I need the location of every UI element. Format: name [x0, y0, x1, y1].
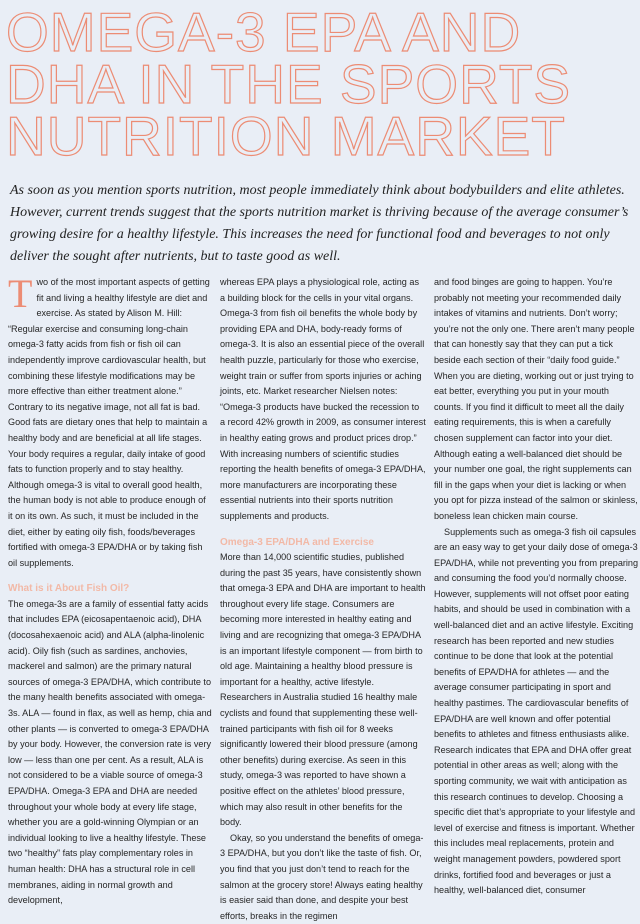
- column-3-paragraph-2: Supplements such as omega-3 fish oil capsules are an easy way to get your daily dose of omega-3 EPA/DHA, while not preventing you from preparing and consuming the food you’d normally choose. However, supplements will not offset poor eating habits, and should be used in combination with a well-balanced diet and an active lifestyle. Exciting research has been reported and new studies continue to be done that look at the potential benefits of EPA/DHA for athletes — and the average consumer participating in sport and healthy pastimes. The cardiovascular benefits of EPA/DHA are well known and offer potential benefits to athletes and fitness enthusiasts alike. Research indicates that EPA and DHA offer great potential in other areas as well; along with the sporting community, we wait with anticipation as this research continues to develop. Choosing a specific diet that’s appropriate to your lifestyle and level of exercise and fitness is important. Whether this includes meal replacements, protein and weight management powders, powdered sport drinks, fortified food and beverages or just a healthy, well-balanced diet, consumer: [434, 526, 639, 896]
- column-1-paragraph-1-text: wo of the most important aspects of getting fit and living a healthy lifestyle are diet and exercise. As stated by Alison M. Hill: “Regular exercise and consuming long-chain omega-3 fatty acids from fish or fish oil can independently improve cardiovascular health, but combining these lifestyle modifications may be more effective than either treatment alone.” Contrary to its negative image, not all fat is bad. Good fats are dietary ones that help to maintain a healthy body and are beneficial at all life stages. Your body requires a regular, daily intake of good fats to function properly and to stay healthy. Although omega-3 is vital to overall good health, the human body is not able to produce enough of it on its own. As such, it must be included in the diet, either by eating oily fish, foods/beverages fortified with omega-3 EPA/DHA or by taking fish oil supplements.: [8, 277, 210, 568]
- body-column-1: [8, 271, 212, 924]
- column-3-paragraph-1: and food binges are going to happen. You’re probably not meeting your recommended daily intakes of vitamins and nutrients. Don’t worry; you’re not the only one. There aren’t many people that can honestly say that they can put a tick beside each section of their “daily food guide.” When you are dieting, working out or just trying to eat better, everything you put in your mouth counts. If you find it difficult to meet all the daily eating requirements, this is when a carefully chosen supplement can factor into your diet. Although eating a well-balanced diet should be your number one goal, the right supplements can fill in the gaps when your diet is lacking or when you opt for pizza instead of the salmon or skinless, boneless lean chicken main course.: [434, 277, 638, 521]
- column-1-paragraph-2: The omega-3s are a family of essential fatty acids that includes EPA (eicosapentaenoic acid), DHA (docosahexaenoic acid) and ALA (alpha-linolenic acid). Oily fish (such as sardines, anchovies, mackerel and salmon) are the primary natural sources of omega-3 EPA/DHA, which contribute to the many health benefits associated with omega-3s. ALA — found in flax, as well as hemp, chia and other plants — is converted to omega-3 EPA/DHA by your body. However, the conversion rate is very low — less than one per cent. As a result, ALA is not considered to be a viable source of omega-3 EPA/DHA. Omega-3 EPA and DHA are needed throughout your whole body at every life stage, whether you are a gold-winning Olympian or an individual looking to live a healthy lifestyle. These two “healthy” fats play complementary roles in human health: DHA has a structural role in cell membranes, aiding in normal growth and development,: [8, 598, 212, 906]
- article-standfirst: As soon as you mention sports nutrition, most people immediately think about bodybuilders and elite athletes. However, current trends suggest that the sports nutrition market is thriving because of the average consumer’s growing desire for a healthy lifestyle. This increases the need for functional food and beverages to not only deliver the sought after nutrients, but to taste good as well.: [10, 183, 629, 264]
- subhead-exercise: Omega-3 EPA/DHA and Exercise: [220, 536, 374, 548]
- column-2-paragraph-1: whereas EPA plays a physiological role, acting as a building block for the cells in your vital organs. Omega-3 from fish oil benefits the whole body by providing EPA and DHA, body-ready forms of omega-3. It is also an essential piece of the overall health puzzle, particularly for those who exercise, weight train or suffer from sports injuries or aching joints, etc. Market researcher Nielsen notes: “Omega-3 products have bucked the recession to a record 42% growth in 2009, as consumer interest in healthy eating grows and product prices drop.” With increasing numbers of scientific studies reporting the health benefits of omega-3 EPA/DHA, more manufacturers are incorporating these essential nutrients into their sports nutrition supplements and products.: [220, 277, 426, 521]
- headline-line-3: NUTRITION MARKET: [6, 105, 566, 167]
- drop-cap: T: [8, 271, 33, 316]
- article-body: [8, 271, 639, 921]
- body-column-3: [434, 275, 640, 924]
- column-1-paragraph-1: [8, 271, 212, 571]
- column-2-paragraph-2: More than 14,000 scientific studies, published during the past 35 years, have consistently shown that omega-3 EPA and DHA are important to health throughout every life stage. Consumers are becoming more interested in healthy eating and living and are recognizing that omega-3 EPA/DHA is an important lifestyle component — from birth to old age. Maintaining a healthy blood pressure is important for a healthy, active lifestyle. Researchers in Australia studied 16 healthy male cyclists and found that supplementing these well-trained participants with fish oil for 8 weeks significantly lowered their blood pressure (among other benefits) during exercise. As seen in this study, omega-3 was reported to have shown a positive effect on the athletes’ blood pressure, which may also result in other benefits for the body.: [220, 552, 426, 828]
- body-column-2: [220, 275, 426, 924]
- column-2-paragraph-3: Okay, so you understand the benefits of omega-3 EPA/DHA, but you don’t like the taste of fish. Or, you find that you just don’t tend to reach for the salmon at the grocery store! Always eating healthy is easier said than done, and despite your best efforts, breaks in the regimen: [220, 832, 424, 921]
- subhead-fish-oil: What is it About Fish Oil?: [8, 583, 130, 595]
- article-headline: [6, 1, 636, 167]
- headline-line-2: DHA IN THE SPORTS: [6, 53, 572, 115]
- headline-line-1: OMEGA-3 EPA AND: [6, 1, 522, 63]
